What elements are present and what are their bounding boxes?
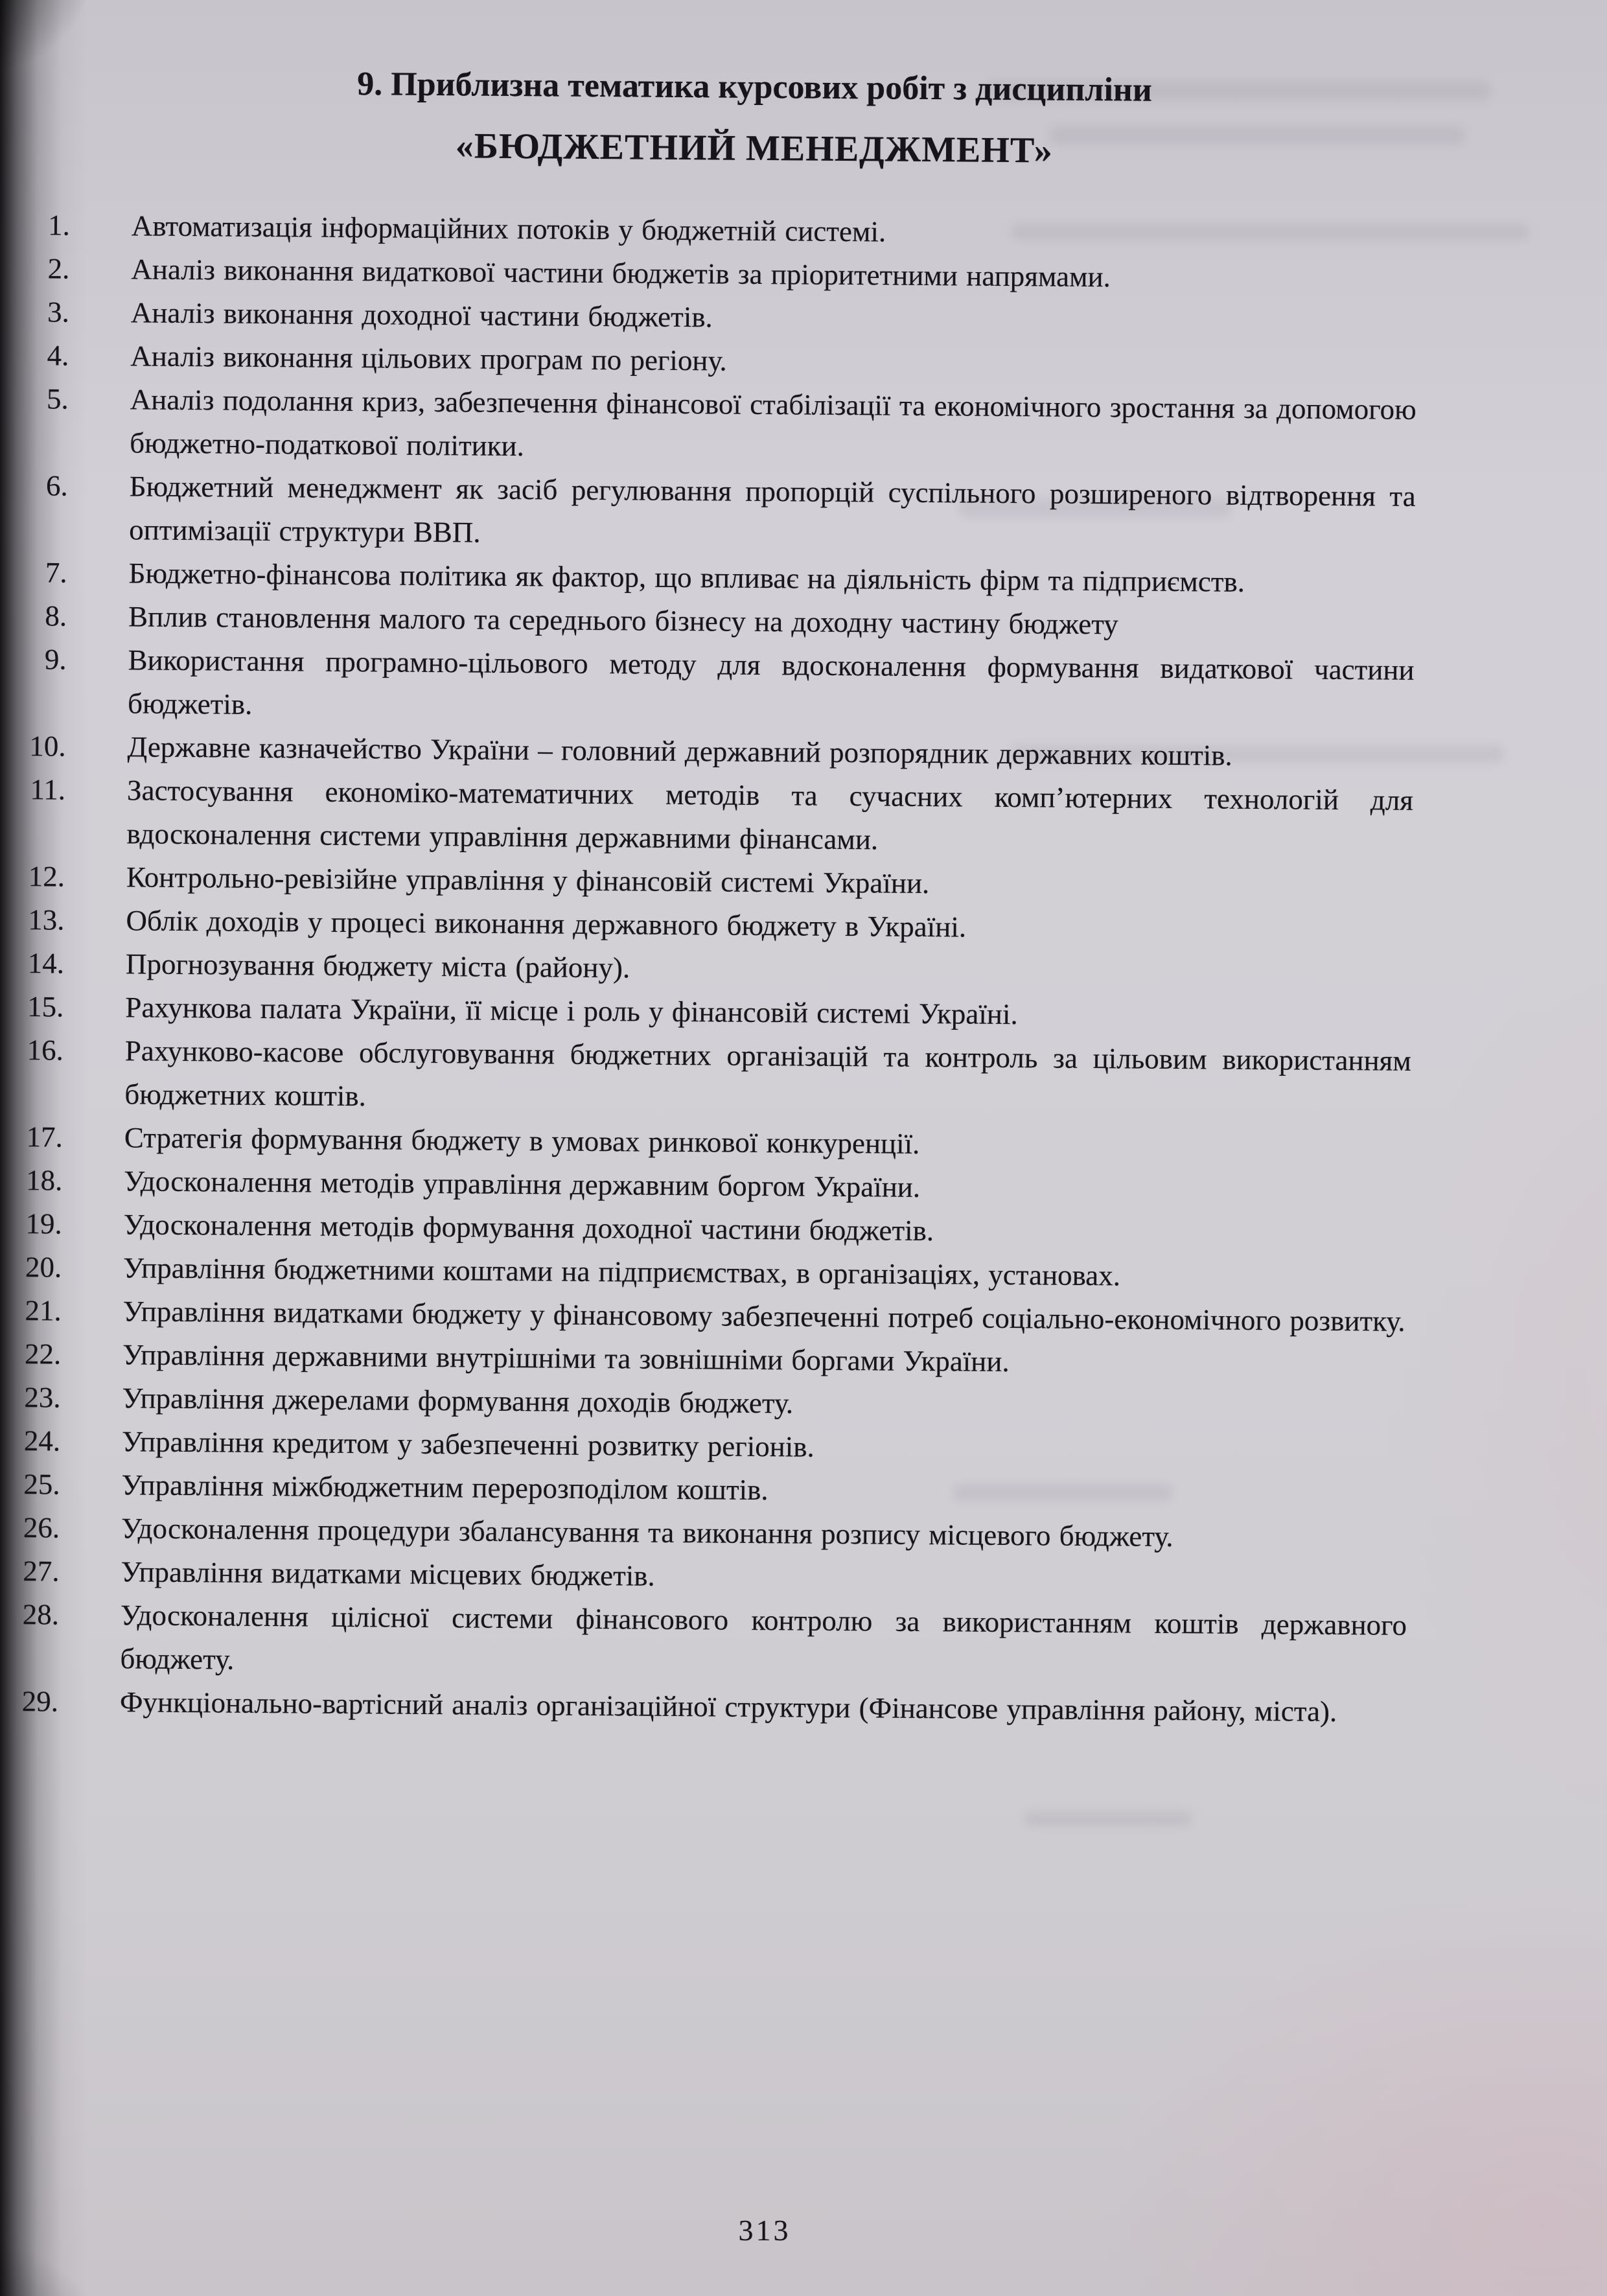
item-number: 17. <box>26 1120 64 1154</box>
item-number: 26. <box>23 1511 60 1544</box>
item-text: Удосконалення цілісної системи фінансового контролю за використанням коштів державного бюджету. <box>120 1599 1407 1676</box>
item-number: 29. <box>21 1685 59 1718</box>
item-number: 10. <box>29 730 66 763</box>
item-number: 15. <box>27 990 64 1023</box>
list-item <box>11 1028 1411 1126</box>
item-text: Бюджетний менеджмент як засіб регулювання пропорцій суспільного розширеного відтворення та оптимізації структури ВВП. <box>129 470 1416 549</box>
item-number: 16. <box>27 1034 64 1067</box>
item-text: Автоматизація інформаційних потоків у бюджетній системі. <box>131 209 886 248</box>
item-text: Управління кредитом у забезпеченні розвитку регіонів. <box>121 1425 815 1463</box>
item-number: 6. <box>45 469 68 502</box>
item-text: Аналіз виконання цільових програм по регіону. <box>130 340 727 377</box>
item-text: Рахунково-касове обслуговування бюджетних організацій та контроль за цільовим використанням бюджетних коштів. <box>124 1034 1412 1113</box>
item-number: 23. <box>24 1381 61 1414</box>
item-number: 18. <box>25 1164 63 1197</box>
item-number: 11. <box>30 773 66 806</box>
item-number: 12. <box>28 860 65 893</box>
item-number: 28. <box>22 1598 60 1631</box>
item-number: 13. <box>28 903 65 936</box>
item-number: 1. <box>47 209 71 242</box>
item-number: 27. <box>23 1555 60 1588</box>
item-number: 14. <box>27 947 65 980</box>
item-text: Облік доходів у процесі виконання державного бюджету в Україні. <box>126 904 967 944</box>
item-text: Аналіз виконання доходної частини бюджетів. <box>130 296 713 334</box>
item-number: 21. <box>25 1294 62 1327</box>
item-text: Удосконалення методів формування доходної частини бюджетів. <box>123 1208 934 1247</box>
item-text: Управління джерелами формування доходів бюджету. <box>122 1382 794 1420</box>
page-content <box>6 51 1419 1734</box>
item-number: 24. <box>23 1424 61 1457</box>
item-text: Державне казначейство України – головний державний розпорядник державних коштів. <box>127 730 1232 772</box>
bleed-through-artifact <box>1024 1811 1192 1827</box>
item-number: 8. <box>45 599 67 632</box>
list-item <box>13 768 1413 866</box>
item-number: 4. <box>47 339 69 372</box>
item-number: 25. <box>23 1468 60 1501</box>
item-text: Управління видатками бюджету у фінансовому забезпеченні потреб соціально-економічного розвитку. <box>122 1295 1405 1338</box>
item-text: Функціонально-вартісний аналіз організаційної структури (Фінансове управління району, міста). <box>119 1686 1337 1728</box>
item-text: Управління бюджетними коштами на підприємствах, в організаціях, установах. <box>123 1251 1121 1292</box>
topics-list <box>6 203 1418 1734</box>
item-number: 3. <box>47 296 70 329</box>
item-text: Застосування економіко-математичних методів та сучасних комп’ютерних технологій для вдосконалення системи управління державними фінансами. <box>126 774 1414 856</box>
item-text: Вплив становлення малого та середнього бізнесу на доходну частину бюджету <box>128 600 1118 641</box>
item-text: Прогнозування бюджету міста (району). <box>125 947 630 984</box>
item-text: Удосконалення методів управління державним боргом України. <box>124 1165 921 1203</box>
item-number: 7. <box>45 556 67 589</box>
item-text: Бюджетно-фінансова політика як фактор, що впливає на діяльність фірм та підприємств. <box>128 557 1245 598</box>
list-item <box>16 377 1416 475</box>
item-text: Аналіз подолання криз, забезпечення фінансової стабілізації та економічного зростання за допомогою бюджетно-податкової політики. <box>130 383 1416 463</box>
item-number: 19. <box>25 1207 62 1240</box>
list-item <box>16 464 1416 562</box>
item-text: Використання програмно-цільового методу для вдосконалення формування видаткової частини бюджетів. <box>127 644 1415 721</box>
item-text: Стратегія формування бюджету в умовах ринкової конкуренції. <box>124 1121 920 1160</box>
item-number: 9. <box>44 643 67 676</box>
item-text: Управління міжбюджетним перерозподілом коштів. <box>121 1468 769 1507</box>
item-text: Управління державними внутрішніми та зовнішніми боргами України. <box>122 1338 1010 1378</box>
list-item <box>6 1593 1407 1691</box>
item-text: Управління видатками місцевих бюджетів. <box>121 1555 655 1592</box>
list-item <box>14 638 1415 736</box>
item-text: Контрольно-ревізійне управління у фінансовій системі України. <box>126 861 930 900</box>
item-text: Удосконалення процедури збалансування та виконання розпису місцевого бюджету. <box>121 1512 1173 1553</box>
page-number: 313 <box>738 2214 791 2247</box>
discipline-title: «БЮДЖЕТНИЙ МЕНЕДЖМЕНТ» <box>455 126 1053 171</box>
item-number: 2. <box>47 252 70 285</box>
item-number: 20. <box>25 1251 62 1284</box>
item-text: Аналіз виконання видаткової частини бюджетів за пріоритетними напрямами. <box>131 253 1111 294</box>
item-text: Рахункова палата України, її місце і роль у фінансовій системі Україні. <box>125 991 1018 1031</box>
section-title: 9. Приблизна тематика курсових робіт з дисципліни <box>357 65 1153 109</box>
item-number: 22. <box>24 1338 62 1371</box>
item-number: 5. <box>46 382 69 415</box>
